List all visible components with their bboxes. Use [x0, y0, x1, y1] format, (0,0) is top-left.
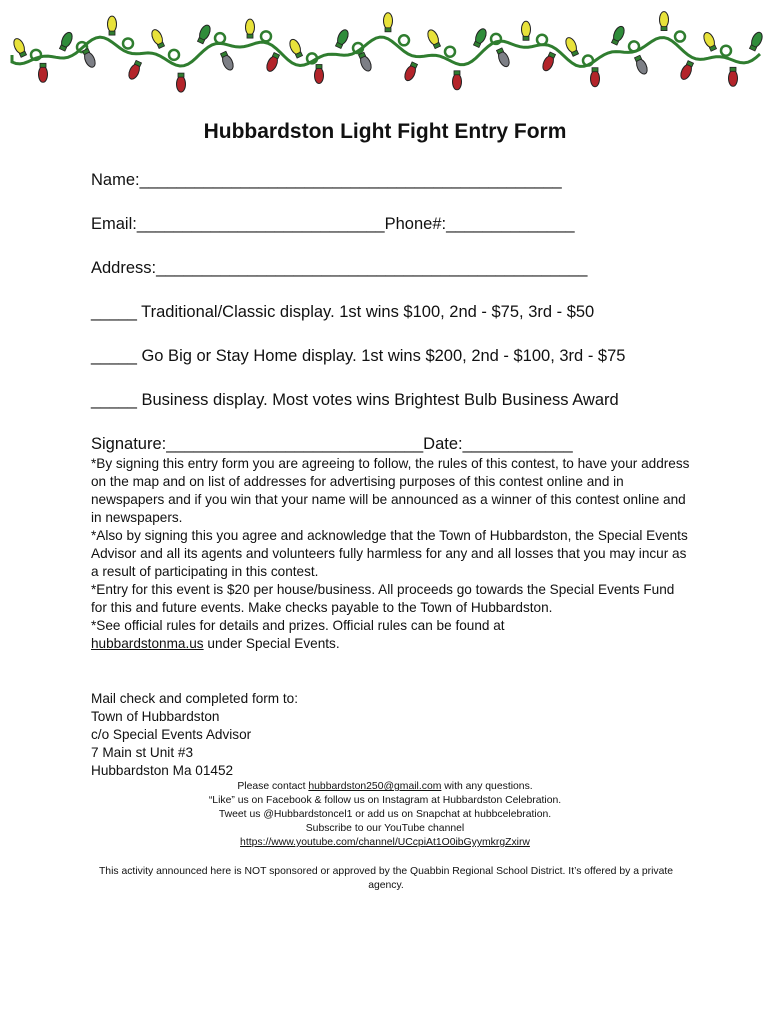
- light-bulb: [265, 52, 281, 73]
- light-bulb: [357, 52, 373, 73]
- option-traditional[interactable]: _____ Traditional/Classic display. 1st wins $100, 2nd - $75, 3rd - $50: [91, 303, 595, 321]
- email-field[interactable]: Email:___________________________: [91, 215, 385, 233]
- contact-email-link[interactable]: hubbardston250@gmail.com: [308, 781, 442, 792]
- vine-curl: [399, 35, 409, 45]
- tweet-line: Tweet us @Hubbardstoncel1 or add us on Snapchat at hubbcelebration.: [218, 809, 552, 820]
- vine-curl: [169, 50, 179, 60]
- light-bulb: [729, 67, 738, 86]
- vine-curl: [537, 35, 547, 45]
- light-bulb: [334, 28, 350, 49]
- light-bulb: [127, 60, 143, 81]
- email-phone-row: [91, 215, 575, 234]
- youtube-line: Subscribe to our YouTube channel: [305, 823, 465, 834]
- light-bulb: [702, 31, 718, 52]
- contact-section: [0, 780, 770, 850]
- light-bulb: [564, 36, 580, 57]
- christmas-lights-border: [0, 0, 770, 100]
- light-bulb: [196, 23, 212, 44]
- address-field[interactable]: Address:_______________________________________________: [91, 259, 588, 277]
- light-bulb: [541, 51, 557, 72]
- terms-paragraph-2: *Also by signing this you agree and acknowledge that the Town of Hubbardston, the Special Events Advisor and all its agents and volunteers fully harmless for any and all losses that you may incur as a result of participating in this contest.: [91, 528, 688, 579]
- mail-line: 7 Main st Unit #3: [91, 745, 193, 760]
- light-bulb: [288, 38, 304, 59]
- disclaimer: This activity announced here is NOT sponsored or approved by the Quabbin Regional School District. It’s offered by a private agency.: [98, 866, 674, 891]
- light-bulb: [591, 68, 600, 87]
- vine-curl: [123, 38, 133, 48]
- light-bulb: [219, 51, 235, 72]
- date-field[interactable]: Date:____________: [423, 435, 573, 453]
- light-bulb: [384, 13, 393, 32]
- contact-line: Please contact hubbardston250@gmail.com with any questions.: [237, 781, 533, 792]
- light-bulb: [246, 19, 255, 38]
- phone-field[interactable]: Phone#:______________: [384, 215, 575, 233]
- rules-link[interactable]: hubbardstonma.us: [91, 636, 204, 651]
- mail-heading: Mail check and completed form to:: [91, 691, 299, 706]
- option-go-big[interactable]: _____ Go Big or Stay Home display. 1st wins $200, 2nd - $100, 3rd - $75: [91, 347, 626, 365]
- light-bulb: [81, 48, 97, 69]
- light-bulb: [679, 60, 695, 81]
- light-bulb: [150, 28, 166, 49]
- vine-curl: [445, 47, 455, 57]
- terms-paragraph-3: *Entry for this event is $20 per house/business. All proceeds go towards the Special Events Fund for this and future events. Make checks payable to the Town of Hubbardston.: [91, 582, 675, 615]
- light-bulb: [472, 27, 488, 48]
- vine-curl: [261, 31, 271, 41]
- terms-paragraph-1: *By signing this entry form you are agreeing to follow, the rules of this contest, to have your address on the map and on list of addresses for advertising purposes of this contest online and in newspapers and if you win that your name will be announced as a winner of this contest online and in newspapers.: [91, 456, 690, 525]
- option-business[interactable]: _____ Business display. Most votes wins Brightest Bulb Business Award: [91, 391, 619, 409]
- light-bulb: [403, 61, 419, 82]
- light-bulb: [495, 47, 511, 68]
- vine-curl: [215, 33, 225, 43]
- light-bulb: [39, 63, 48, 82]
- light-bulb: [108, 16, 117, 35]
- light-bulb: [748, 31, 764, 52]
- light-bulb: [315, 65, 324, 84]
- signature-field[interactable]: Signature:____________________________: [91, 435, 424, 453]
- light-bulb: [58, 31, 74, 52]
- vine-curl: [721, 46, 731, 56]
- light-bulb: [610, 25, 626, 46]
- facebook-line: “Like” us on Facebook & follow us on Instagram at Hubbardston Celebration.: [208, 795, 562, 806]
- mail-line: c/o Special Events Advisor: [91, 727, 252, 742]
- light-bulb: [177, 73, 186, 92]
- light-bulb: [453, 71, 462, 90]
- light-bulb: [633, 55, 649, 76]
- light-bulb: [426, 28, 442, 49]
- signature-date-row: [91, 435, 573, 454]
- light-bulb: [522, 21, 531, 40]
- youtube-link[interactable]: https://www.youtube.com/channel/UCcpiAt1O0ibGyymkrgZxirw: [240, 837, 530, 848]
- mail-line: Hubbardston Ma 01452: [91, 763, 234, 778]
- vine-curl: [675, 32, 685, 42]
- vine-curl: [629, 41, 639, 51]
- light-bulb: [12, 37, 28, 58]
- mail-section: [91, 690, 691, 780]
- mail-line: Town of Hubbardston: [91, 709, 220, 724]
- terms-section: [91, 455, 691, 653]
- name-field[interactable]: Name:______________________________________________: [91, 171, 562, 189]
- terms-paragraph-4: *See official rules for details and prizes. Official rules can be found at hubbardstonma.us under Special Events.: [91, 618, 505, 651]
- light-bulb: [660, 12, 669, 31]
- form-title: Hubbardston Light Fight Entry Form: [203, 120, 567, 143]
